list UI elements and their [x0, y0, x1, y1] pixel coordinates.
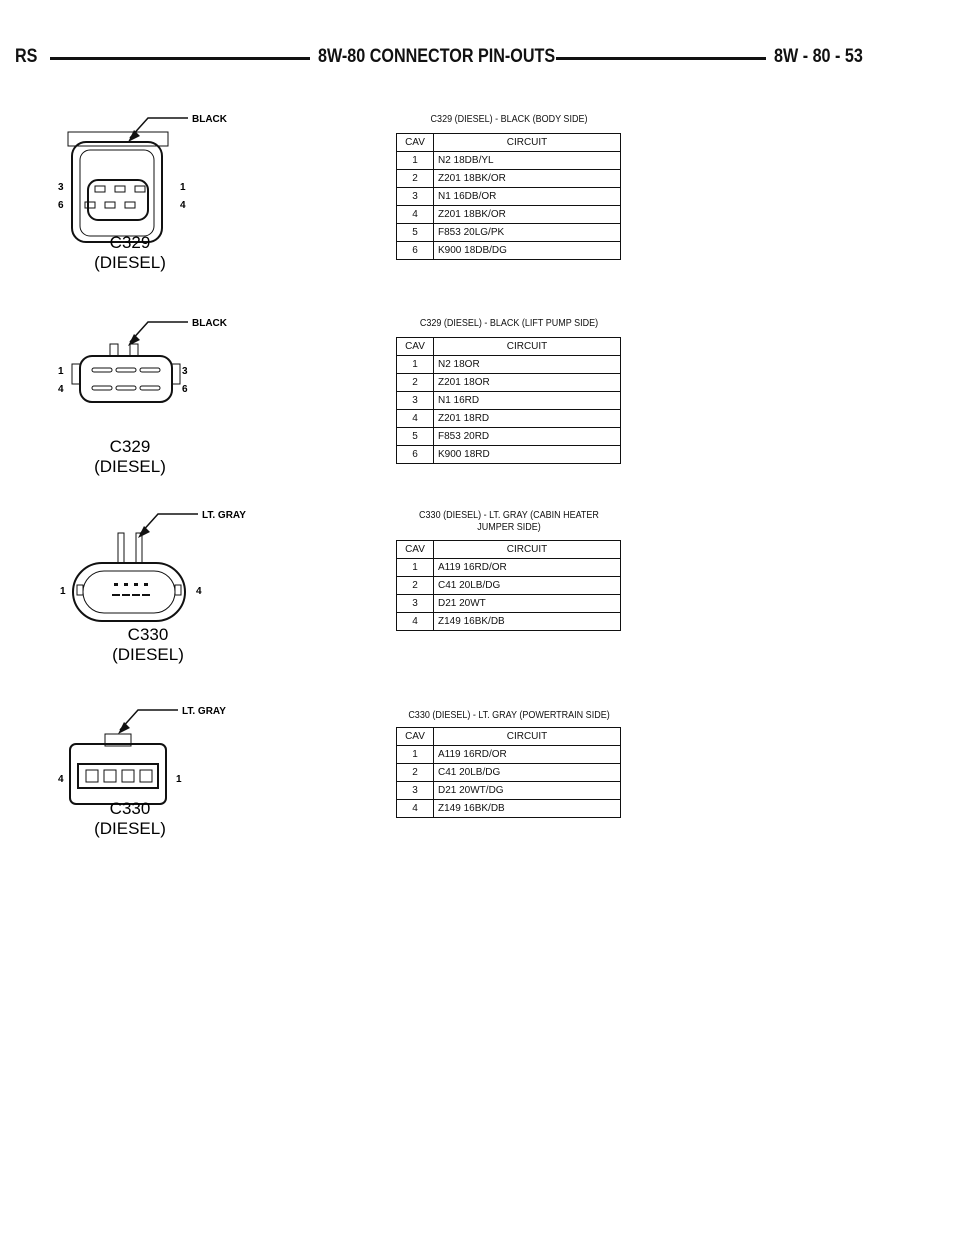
circuit-cell: Z201 18RD [434, 410, 621, 428]
circuit-cell: D21 20WT [434, 595, 621, 613]
pin-label: 1 [176, 774, 182, 785]
circuit-cell: Z201 18OR [434, 374, 621, 392]
connector-diagram [50, 704, 250, 874]
connector-name: C329 [109, 233, 151, 252]
pinout-table [396, 540, 621, 631]
connector-diagram [50, 316, 250, 486]
table-row [397, 188, 621, 206]
circuit-cell: A119 16RD/OR [434, 746, 621, 764]
circuit-cell: N2 18OR [434, 356, 621, 374]
header-title: 8W-80 CONNECTOR PIN-OUTS [318, 46, 556, 67]
connector-table-title: C329 (DIESEL) - BLACK (LIFT PUMP SIDE) [419, 318, 599, 329]
connector-subtitle: (DIESEL) [94, 457, 166, 476]
table-row [397, 428, 621, 446]
connector-name: C330 [109, 799, 151, 818]
table-row [397, 170, 621, 188]
cav-cell: 6 [397, 446, 434, 464]
table-row [397, 764, 621, 782]
cav-cell: 1 [397, 152, 434, 170]
cav-cell: 2 [397, 764, 434, 782]
col-header-cav: CAV [397, 728, 434, 746]
table-row [397, 595, 621, 613]
cav-cell: 1 [397, 746, 434, 764]
table-row [397, 206, 621, 224]
circuit-cell: A119 16RD/OR [434, 559, 621, 577]
header-section-code: RS [15, 46, 38, 67]
circuit-cell: F853 20RD [434, 428, 621, 446]
table-row [397, 559, 621, 577]
col-header-cav: CAV [397, 541, 434, 559]
cav-cell: 4 [397, 206, 434, 224]
connector-diagram [48, 508, 248, 678]
header-page-number: 8W - 80 - 53 [774, 46, 863, 67]
circuit-cell: N2 18DB/YL [434, 152, 621, 170]
cav-cell: 2 [397, 170, 434, 188]
table-row [397, 374, 621, 392]
circuit-cell: Z201 18BK/OR [434, 206, 621, 224]
circuit-cell: N1 16DB/OR [434, 188, 621, 206]
connector-face-drawing [73, 533, 185, 621]
color-label: LT. GRAY [202, 510, 246, 521]
cav-cell: 2 [397, 577, 434, 595]
cav-cell: 4 [397, 800, 434, 818]
col-header-circuit: CIRCUIT [434, 134, 621, 152]
connector-table-title: C330 (DIESEL) - LT. GRAY (CABIN HEATER JUMPER SIDE) [419, 510, 599, 533]
cav-cell: 3 [397, 188, 434, 206]
circuit-cell: Z201 18BK/OR [434, 170, 621, 188]
connector-name: C329 [109, 437, 151, 456]
pinout-table [396, 337, 621, 464]
pin-label: 3 [182, 366, 188, 377]
table-row [397, 242, 621, 260]
cav-cell: 6 [397, 242, 434, 260]
cav-cell: 4 [397, 613, 434, 631]
pin-label: 4 [196, 586, 202, 597]
cav-cell: 1 [397, 356, 434, 374]
connector-table-title: C329 (DIESEL) - BLACK (BODY SIDE) [430, 114, 588, 125]
circuit-cell: F853 20LG/PK [434, 224, 621, 242]
cav-cell: 2 [397, 374, 434, 392]
circuit-cell: Z149 16BK/DB [434, 613, 621, 631]
pin-label: 4 [58, 774, 64, 785]
col-header-circuit: CIRCUIT [434, 728, 621, 746]
table-row [397, 410, 621, 428]
circuit-cell: C41 20LB/DG [434, 577, 621, 595]
connector-diagram [50, 112, 250, 282]
color-label: BLACK [192, 114, 227, 125]
connector-face-drawing [72, 344, 180, 402]
col-header-cav: CAV [397, 134, 434, 152]
pin-label: 3 [58, 182, 64, 193]
table-row [397, 577, 621, 595]
cav-cell: 5 [397, 224, 434, 242]
cav-cell: 4 [397, 410, 434, 428]
circuit-cell: D21 20WT/DG [434, 782, 621, 800]
connector-subtitle: (DIESEL) [94, 253, 166, 272]
circuit-cell: Z149 16BK/DB [434, 800, 621, 818]
circuit-cell: K900 18RD [434, 446, 621, 464]
col-header-circuit: CIRCUIT [434, 541, 621, 559]
connector-subtitle: (DIESEL) [94, 819, 166, 838]
pin-label: 1 [58, 366, 64, 377]
connector-face-drawing [70, 734, 166, 804]
col-header-cav: CAV [397, 338, 434, 356]
pin-label: 6 [182, 384, 188, 395]
pin-label: 1 [180, 182, 186, 193]
table-row [397, 746, 621, 764]
header-rule-right [556, 57, 766, 60]
col-header-circuit: CIRCUIT [434, 338, 621, 356]
table-row [397, 613, 621, 631]
table-row [397, 356, 621, 374]
table-row [397, 152, 621, 170]
cav-cell: 3 [397, 392, 434, 410]
circuit-cell: N1 16RD [434, 392, 621, 410]
connector-table-title: C330 (DIESEL) - LT. GRAY (POWERTRAIN SIDE) [408, 710, 610, 721]
circuit-cell: C41 20LB/DG [434, 764, 621, 782]
table-row [397, 224, 621, 242]
cav-cell: 3 [397, 595, 434, 613]
color-label: LT. GRAY [182, 706, 226, 717]
pin-label: 1 [60, 586, 66, 597]
table-row [397, 446, 621, 464]
table-row [397, 800, 621, 818]
table-row [397, 782, 621, 800]
connector-face-drawing [68, 132, 168, 242]
cav-cell: 5 [397, 428, 434, 446]
connector-subtitle: (DIESEL) [112, 645, 184, 664]
cav-cell: 3 [397, 782, 434, 800]
connector-name: C330 [127, 625, 169, 644]
pin-label: 4 [58, 384, 64, 395]
pin-label: 4 [180, 200, 186, 211]
pin-label: 6 [58, 200, 64, 211]
table-row [397, 392, 621, 410]
cav-cell: 1 [397, 559, 434, 577]
pinout-table [396, 133, 621, 260]
header-rule-left [50, 57, 310, 60]
color-label: BLACK [192, 318, 227, 329]
pinout-table [396, 727, 621, 818]
circuit-cell: K900 18DB/DG [434, 242, 621, 260]
